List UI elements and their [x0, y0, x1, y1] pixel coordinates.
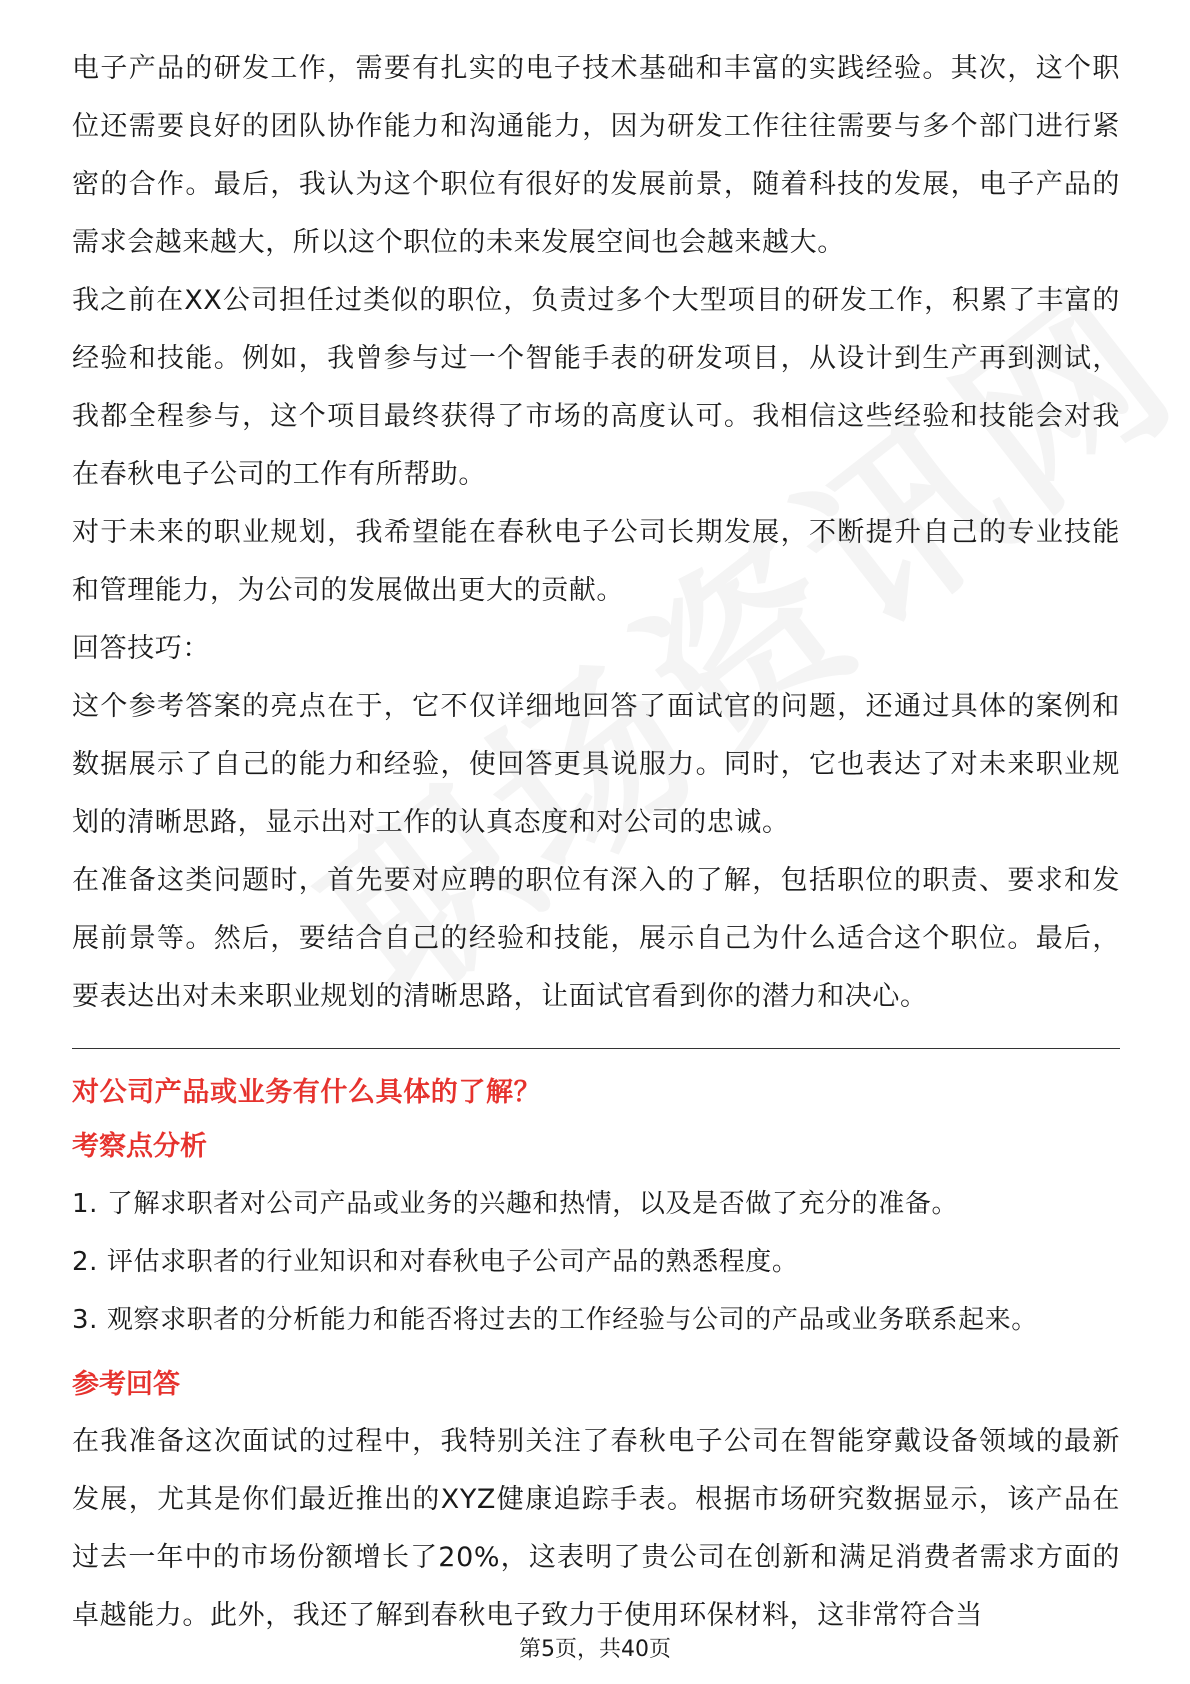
analysis-heading: 考察点分析	[72, 1131, 207, 1162]
list-item: 1. 了解求职者对公司产品或业务的兴趣和热情，以及是否做了充分的准备。	[72, 1189, 959, 1219]
paragraph: 电子产品的研发工作，需要有扎实的电子技术基础和丰富的实践经验。其次，这个职位还需要良好的团队协作能力和沟通能力，因为研发工作往往需要与多个部门进行紧密的合作。最后，我认为这个职位有很好的发展前景，随着科技的发展，电子产品的需求会越来越大，所以这个职位的未来发展空间也会越来越大。	[72, 53, 1120, 258]
paragraph: 在准备这类问题时，首先要对应聘的职位有深入的了解，包括职位的职责、要求和发展前景等。然后，要结合自己的经验和技能，展示自己为什么适合这个职位。最后，要表达出对未来职业规划的清晰思路，让面试官看到你的潜力和决心。	[72, 865, 1120, 1012]
paragraph: 在我准备这次面试的过程中，我特别关注了春秋电子公司在智能穿戴设备领域的最新发展，尤其是你们最近推出的XYZ健康追踪手表。根据市场研究数据显示，该产品在过去一年中的市场份额增长了20%，这表明了贵公司在创新和满足消费者需求方面的卓越能力。此外，我还了解到春秋电子致力于使用环保材料，这非常符合当	[72, 1426, 1120, 1631]
list-item: 3. 观察求职者的分析能力和能否将过去的工作经验与公司的产品或业务联系起来。	[72, 1305, 1038, 1335]
reference-heading: 参考回答	[72, 1369, 180, 1400]
document-body	[72, 40, 1120, 1645]
page-number: 第5页，共40页	[519, 1637, 671, 1662]
question-heading: 对公司产品或业务有什么具体的了解？	[72, 1077, 542, 1108]
answer-tips-label: 回答技巧：	[72, 633, 210, 664]
paragraph: 对于未来的职业规划，我希望能在春秋电子公司长期发展，不断提升自己的专业技能和管理能力，为公司的发展做出更大的贡献。	[72, 517, 1120, 606]
paragraph: 我之前在XX公司担任过类似的职位，负责过多个大型项目的研发工作，积累了丰富的经验和技能。例如，我曾参与过一个智能手表的研发项目，从设计到生产再到测试，我都全程参与，这个项目最终获得了市场的高度认可。我相信这些经验和技能会对我在春秋电子公司的工作有所帮助。	[72, 285, 1120, 490]
section-divider	[72, 1048, 1120, 1049]
paragraph: 这个参考答案的亮点在于，它不仅详细地回答了面试官的问题，还通过具体的案例和数据展示了自己的能力和经验，使回答更具说服力。同时，它也表达了对未来职业规划的清晰思路，显示出对工作的认真态度和对公司的忠诚。	[72, 691, 1120, 838]
list-item: 2. 评估求职者的行业知识和对春秋电子公司产品的熟悉程度。	[72, 1247, 799, 1277]
